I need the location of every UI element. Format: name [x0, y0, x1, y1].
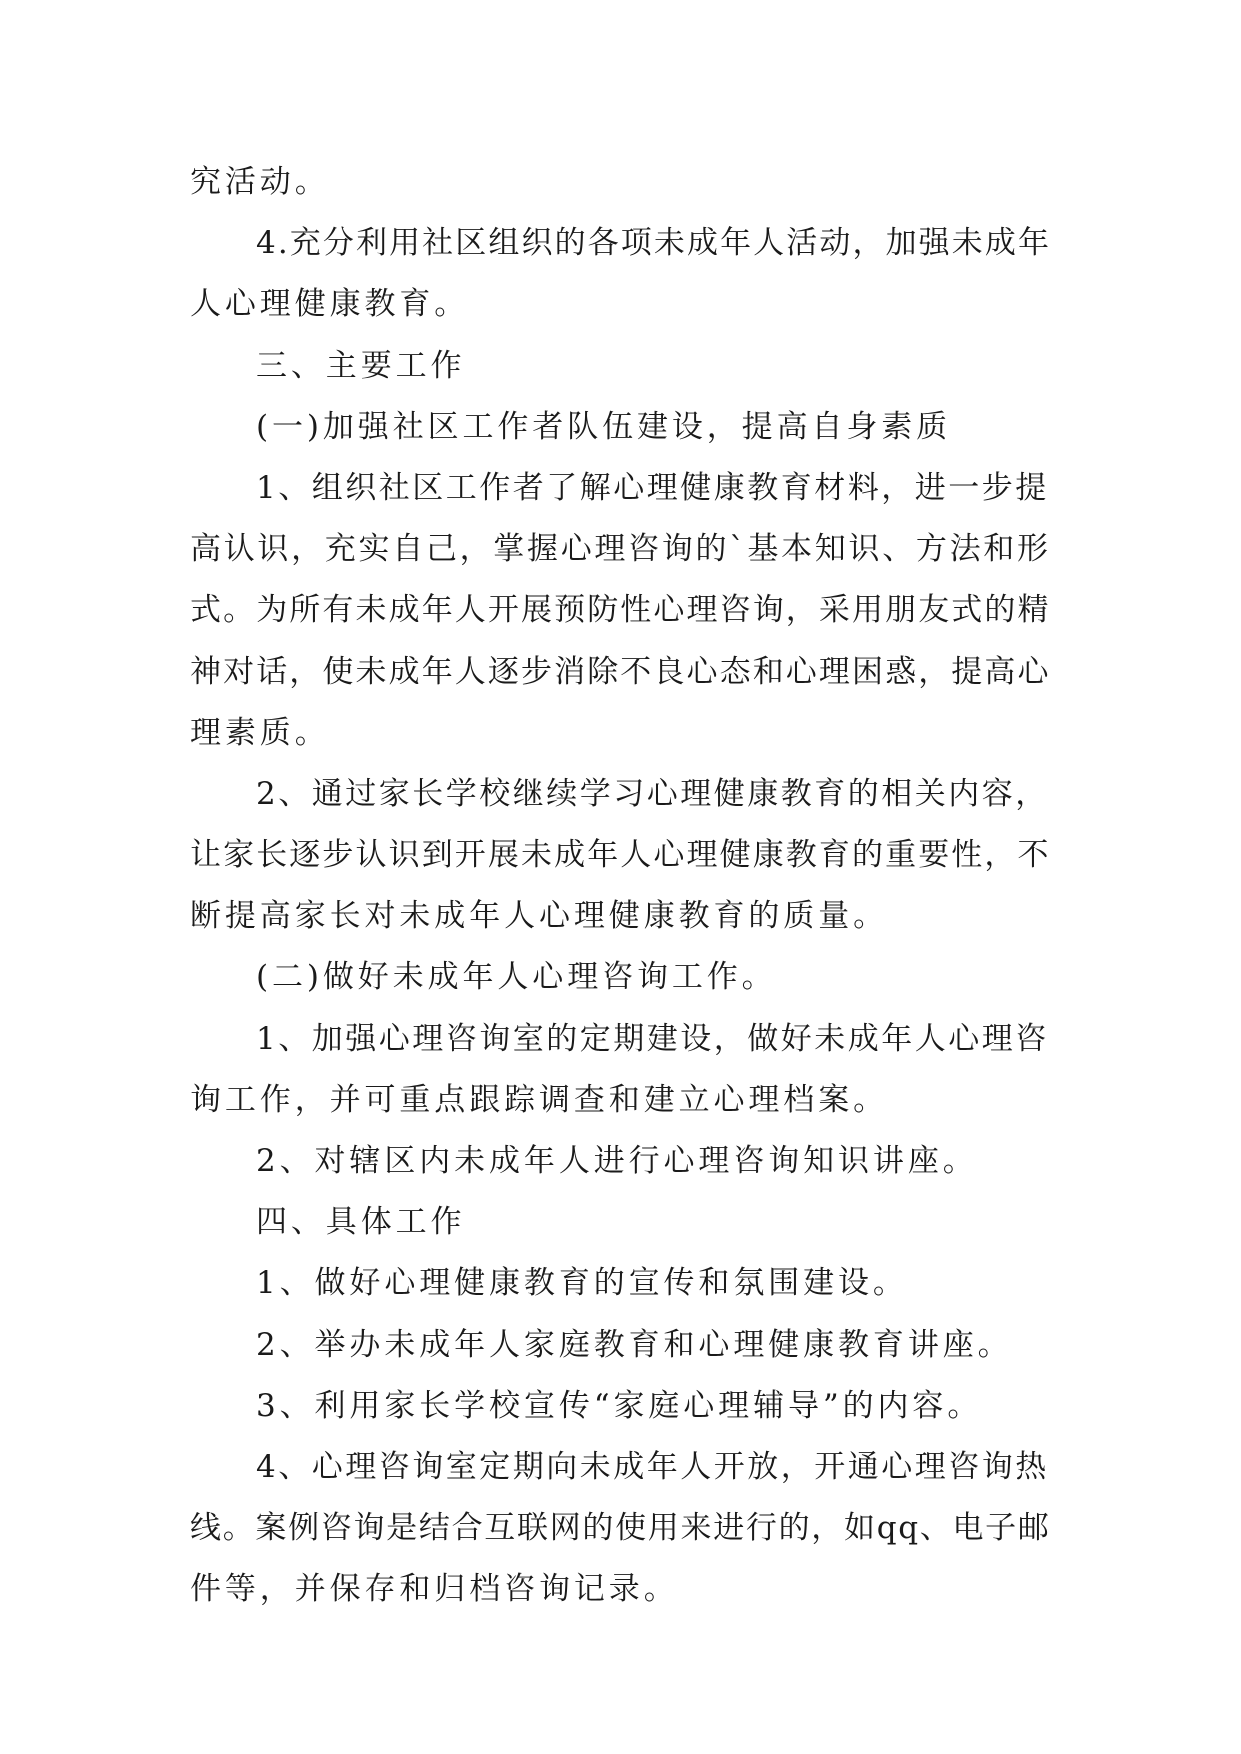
text-line: 4、心理咨询室定期向未成年人开放，开通心理咨询热 — [256, 1448, 1049, 1485]
text-line: 2、举办未成年人家庭教育和心理健康教育讲座。 — [256, 1326, 1013, 1363]
text-line: 2、通过家长学校继续学习心理健康教育的相关内容， — [256, 775, 1049, 812]
text-line: 人心理健康教育。 — [190, 286, 470, 323]
text-line: (二)做好未成年人心理咨询工作。 — [256, 959, 777, 996]
document-body — [190, 152, 1052, 1621]
text-line: 究活动。 — [190, 164, 330, 200]
text-line: 四、具体工作 — [256, 1204, 466, 1241]
text-line: 3、利用家长学校宣传“家庭心理辅导”的内容。 — [256, 1387, 983, 1424]
text-line: 让家长逐步认识到开展未成年人心理健康教育的重要性，不 — [190, 837, 1051, 874]
text-line: 线。案例咨询是结合互联网的使用来进行的，如qq、电子邮 — [190, 1510, 1051, 1547]
text-line: 理素质。 — [190, 714, 330, 751]
text-line: 2、对辖区内未成年人进行心理咨询知识讲座。 — [256, 1143, 978, 1179]
text-line: 神对话，使未成年人逐步消除不良心态和心理困惑，提高心 — [190, 653, 1051, 690]
text-line: 询工作，并可重点跟踪调查和建立心理档案。 — [190, 1081, 888, 1118]
text-line: 三、主要工作 — [256, 347, 466, 384]
text-line: 4.充分利用社区组织的各项未成年人活动，加强未成年 — [256, 225, 1052, 262]
text-line: 高认识，充实自己，掌握心理咨询的`基本知识、方法和形 — [190, 531, 1051, 568]
text-line: 1、组织社区工作者了解心理健康教育材料，进一步提 — [256, 469, 1049, 506]
text-line: 1、加强心理咨询室的定期建设，做好未成年人心理咨 — [256, 1020, 1049, 1057]
text-line: 1、做好心理健康教育的宣传和氛围建设。 — [256, 1265, 908, 1302]
text-line: 件等，并保存和归档咨询记录。 — [190, 1571, 679, 1608]
text-line: (一)加强社区工作者队伍建设，提高自身素质 — [256, 408, 952, 445]
text-line: 断提高家长对未成年人心理健康教育的质量。 — [190, 898, 888, 935]
text-line: 式。为所有未成年人开展预防性心理咨询，采用朋友式的精 — [190, 592, 1051, 629]
